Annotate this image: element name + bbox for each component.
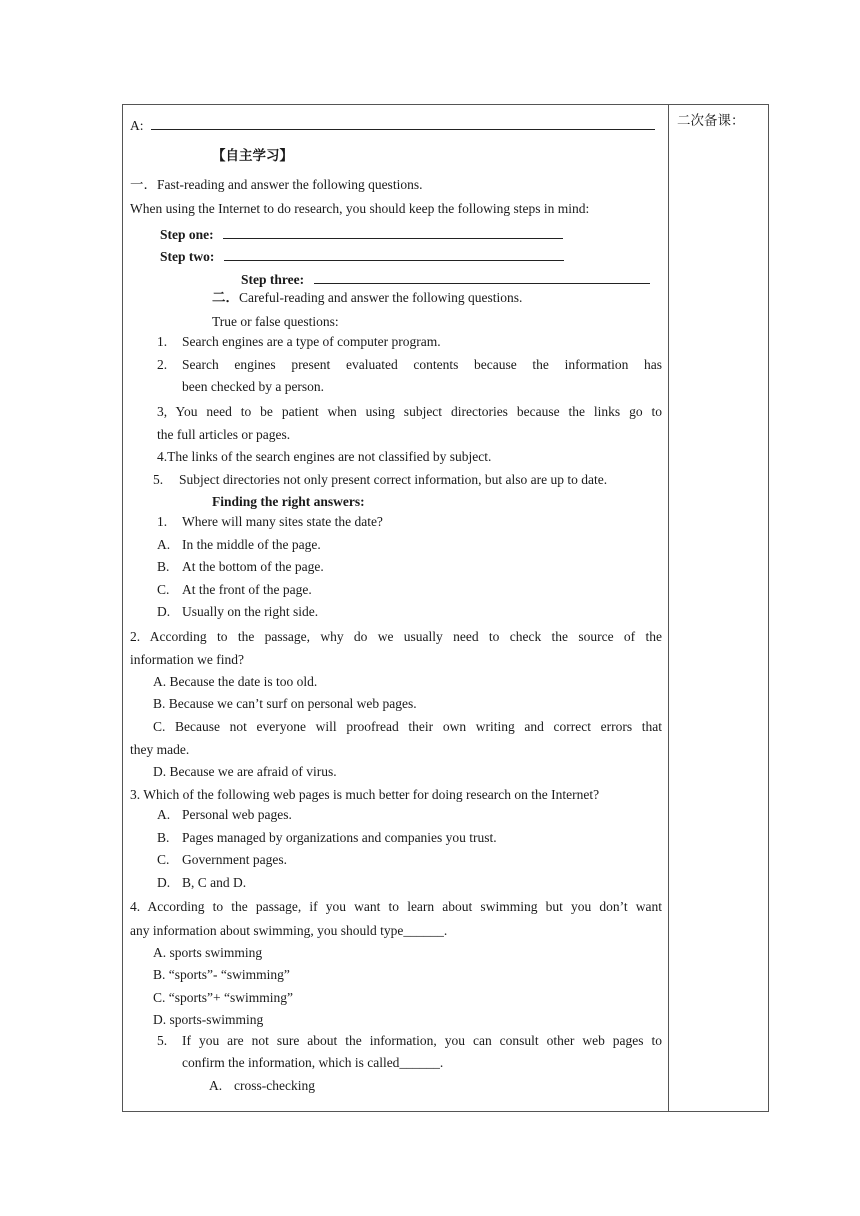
step-three-blank	[314, 269, 650, 284]
part2-heading	[212, 290, 522, 306]
q3-b-letter: B.	[157, 830, 170, 845]
q3-b-text: Pages managed by organizations and companies you trust.	[182, 830, 497, 845]
q1-b-text: At the bottom of the page.	[182, 559, 324, 574]
q2-option-c-line1: C. Because not everyone will proofread their own writing and correct errors that	[153, 719, 662, 734]
q1-d-text: Usually on the right side.	[182, 604, 319, 619]
part1-intro: When using the Internet to do research, you should keep the following steps in mind:	[130, 201, 590, 216]
answer-blank	[151, 115, 655, 130]
q2-option-b: B. Because we can’t surf on personal web pages.	[153, 696, 417, 711]
q1-c-text: At the front of the page.	[182, 582, 312, 597]
q3-d-letter: D.	[157, 875, 171, 890]
q5-line1: If you are not sure about the information, you can consult other web pages to	[182, 1033, 662, 1048]
q3-text: 3. Which of the following web pages is much better for doing research on the Internet?	[130, 787, 600, 802]
q4-option-b: B. “sports”- “swimming”	[153, 967, 290, 982]
q3-c-text: Government pages.	[182, 852, 287, 867]
q1-b-letter: B.	[157, 559, 170, 574]
part2-number: 二．	[212, 290, 239, 306]
q5-a-text: cross-checking	[234, 1078, 315, 1093]
part1-number: 一．	[130, 177, 157, 193]
tf-num-2: 2.	[157, 357, 168, 372]
answer-prefix: A:	[130, 118, 144, 133]
q3-c-letter: C.	[157, 852, 170, 867]
q2-line1: 2. According to the passage, why do we usually need to check the source of the	[130, 629, 662, 644]
tf-item-5: Subject directories not only present correct information, but also are up to date.	[179, 472, 608, 487]
side-note: 二次备课：	[677, 113, 745, 129]
tf-title: True or false questions:	[212, 314, 339, 329]
step-two-label: Step two:	[160, 249, 215, 264]
q1-c-letter: C.	[157, 582, 170, 597]
step-one-blank	[223, 224, 563, 239]
answer-line	[130, 115, 655, 134]
q4-option-c: C. “sports”+ “swimming”	[153, 990, 293, 1005]
step-one	[160, 224, 563, 243]
q3-a-text: Personal web pages.	[182, 807, 292, 822]
tf-item-3-line1: 3, You need to be patient when using subject directories because the links go to	[157, 404, 662, 419]
step-one-label: Step one:	[160, 227, 214, 242]
q3-d-text: B, C and D.	[182, 875, 247, 890]
q4-line1: 4. According to the passage, if you want to learn about swimming but you don’t want	[130, 899, 662, 914]
step-two-blank	[224, 246, 564, 261]
part1-heading	[130, 177, 422, 193]
tf-item-2-line2: been checked by a person.	[182, 379, 325, 394]
q1-a-text: In the middle of the page.	[182, 537, 321, 552]
q5-a-letter: A.	[209, 1078, 223, 1093]
tf-item-3-line2: the full articles or pages.	[157, 427, 291, 442]
q4-line2: any information about swimming, you should type______.	[130, 923, 448, 938]
q5-num: 5.	[157, 1033, 168, 1048]
q2-option-c-line2: they made.	[130, 742, 190, 757]
q4-option-a: A. sports swimming	[153, 945, 263, 960]
step-three	[241, 269, 650, 288]
tf-num-1: 1.	[157, 334, 168, 349]
q1-d-letter: D.	[157, 604, 171, 619]
tf-num-5: 5.	[153, 472, 164, 487]
column-divider	[668, 105, 669, 1111]
q1-a-letter: A.	[157, 537, 171, 552]
q5-line2: confirm the information, which is called______.	[182, 1055, 444, 1070]
tf-item-2-line1: Search engines present evaluated contents because the information has	[182, 357, 662, 372]
tf-item-1: Search engines are a type of computer program.	[182, 334, 441, 349]
section-title: 【自主学习】	[212, 148, 293, 164]
q2-option-a: A. Because the date is too old.	[153, 674, 318, 689]
part1-title: Fast-reading and answer the following questions.	[157, 177, 423, 192]
fra-title: Finding the right answers:	[212, 494, 365, 509]
q1-text: Where will many sites state the date?	[182, 514, 383, 529]
step-three-label: Step three:	[241, 272, 305, 287]
q1-num: 1.	[157, 514, 168, 529]
q4-option-d: D. sports-swimming	[153, 1012, 264, 1027]
q3-a-letter: A.	[157, 807, 171, 822]
step-two	[160, 246, 564, 265]
part2-title: Careful-reading and answer the following questions.	[239, 290, 523, 305]
q2-option-d: D. Because we are afraid of virus.	[153, 764, 337, 779]
q2-line2: information we find?	[130, 652, 244, 667]
tf-item-4: 4.The links of the search engines are not classified by subject.	[157, 449, 492, 464]
